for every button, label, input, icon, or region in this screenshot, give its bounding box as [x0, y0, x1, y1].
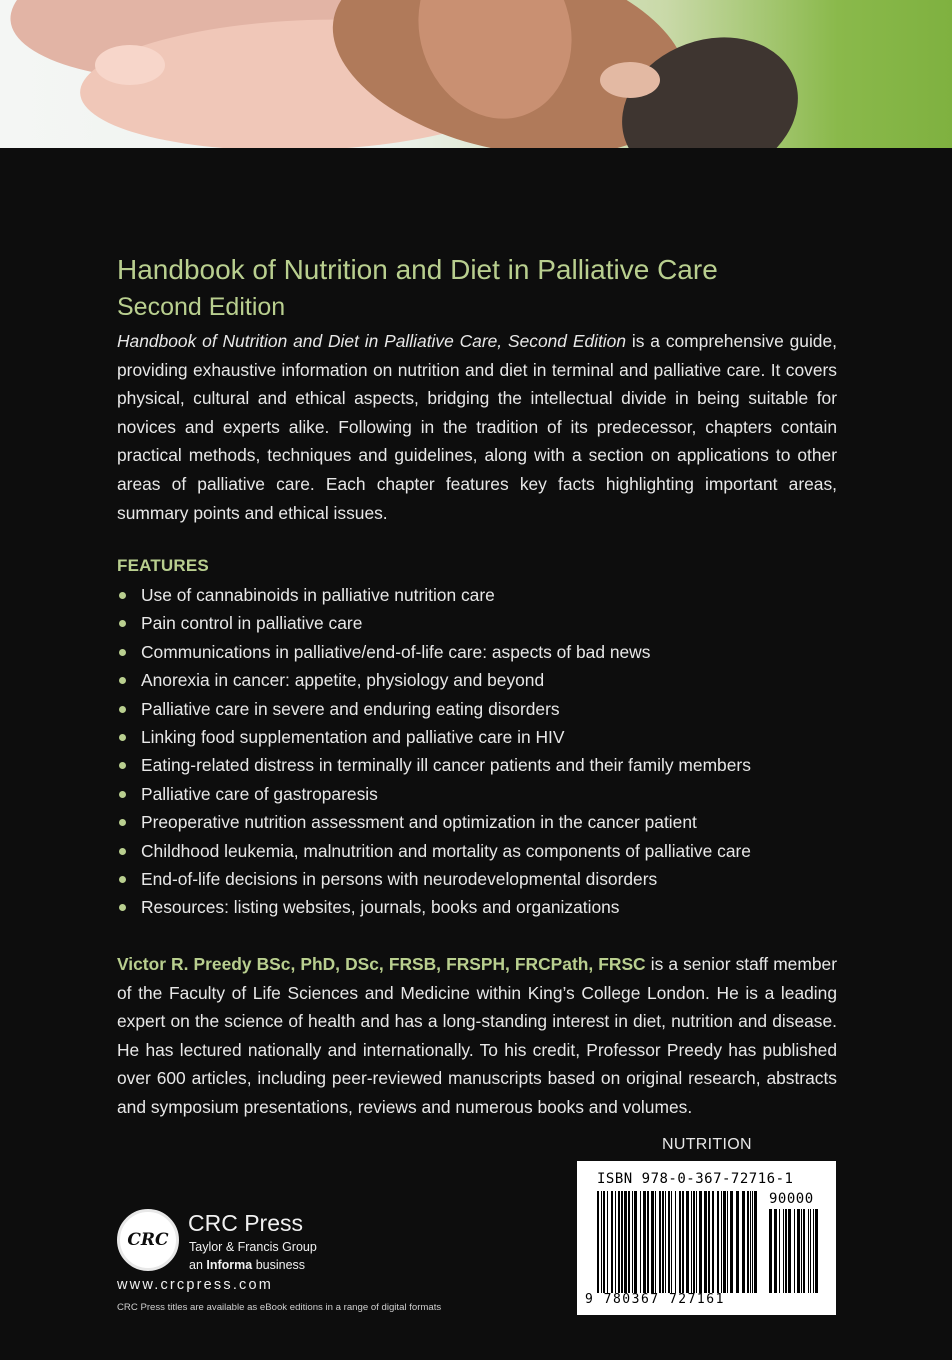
barcode-bar — [634, 1191, 637, 1293]
barcode-bar — [682, 1191, 684, 1293]
barcode-bar — [727, 1191, 728, 1293]
business-suffix: business — [252, 1258, 306, 1272]
barcode-bar — [779, 1209, 780, 1293]
publisher-business — [189, 1258, 305, 1272]
barcode-bar — [723, 1191, 726, 1293]
feature-item — [117, 780, 837, 808]
feature-item — [117, 837, 837, 865]
subject-category: NUTRITION — [662, 1136, 752, 1153]
barcode-bar — [788, 1209, 791, 1293]
crc-logo-text: CRC — [127, 1230, 169, 1250]
barcode-bars — [597, 1191, 757, 1293]
barcode-bar — [668, 1191, 670, 1293]
barcode-bar — [601, 1191, 602, 1293]
book-description — [117, 327, 837, 527]
feature-text: Linking food supplementation and palliative care in HIV — [141, 727, 565, 748]
barcode-bar — [686, 1191, 689, 1293]
barcode-bar — [736, 1191, 739, 1293]
business-prefix: an — [189, 1258, 207, 1272]
fingernail-shape — [95, 45, 165, 85]
price-code: 90000 — [769, 1191, 814, 1207]
feature-text: End-of-life decisions in persons with neurodevelopmental disorders — [141, 869, 658, 890]
feature-text: Anorexia in cancer: appetite, physiology and beyond — [141, 670, 545, 691]
barcode-bar — [643, 1191, 646, 1293]
feature-text: Palliative care of gastroparesis — [141, 783, 378, 804]
barcode-bar — [628, 1191, 630, 1293]
barcode-bar — [750, 1191, 751, 1293]
feature-text: Use of cannabinoids in palliative nutrition care — [141, 585, 495, 605]
barcode-bar — [632, 1191, 633, 1293]
isbn-label: ISBN 978-0-367-72716-1 — [597, 1171, 794, 1187]
barcode-bar — [742, 1191, 745, 1293]
barcode-bar — [651, 1191, 654, 1293]
feature-item — [117, 808, 837, 836]
bullet-icon — [119, 848, 126, 855]
features-list — [117, 581, 837, 922]
barcode-bar — [752, 1191, 753, 1293]
barcode-bar — [607, 1191, 608, 1293]
barcode-bar — [813, 1209, 814, 1293]
bullet-icon — [119, 904, 126, 911]
barcode-bar — [696, 1191, 697, 1293]
bullet-icon — [119, 677, 126, 684]
barcode-bar — [675, 1191, 676, 1293]
publisher-group: Taylor & Francis Group — [189, 1240, 317, 1254]
barcode-bar — [704, 1191, 707, 1293]
crc-logo — [117, 1209, 179, 1271]
feature-text: Pain control in palliative care — [141, 613, 363, 634]
business-brand: Informa — [206, 1258, 253, 1272]
barcode-bar — [815, 1209, 818, 1293]
barcode-bar — [774, 1209, 777, 1293]
bullet-icon — [119, 819, 126, 826]
barcode-bar — [797, 1209, 800, 1293]
feature-item — [117, 666, 837, 694]
feature-text: Eating-related distress in terminally ill cancer patients and their family members — [141, 755, 751, 776]
barcode-bar — [597, 1191, 599, 1293]
barcode-bar — [691, 1191, 692, 1293]
feature-item — [117, 751, 837, 779]
feature-item — [117, 893, 837, 921]
description-book-title: Handbook of Nutrition and Diet in Palliative Care, Second Edition — [117, 331, 627, 351]
barcode-bar — [808, 1209, 809, 1293]
feature-item — [117, 723, 837, 751]
barcode-bar — [801, 1209, 802, 1293]
barcode-bar — [647, 1191, 649, 1293]
barcode-bar — [730, 1191, 733, 1293]
barcode-bar — [671, 1191, 672, 1293]
barcode-bar — [624, 1191, 627, 1293]
barcode-bar — [783, 1209, 784, 1293]
barcode-bar — [640, 1191, 641, 1293]
feature-item — [117, 865, 837, 893]
barcode-bar — [708, 1191, 710, 1293]
bullet-icon — [119, 620, 126, 627]
barcode-bar — [603, 1191, 605, 1293]
bullet-icon — [119, 734, 126, 741]
barcode-bar — [621, 1191, 623, 1293]
barcode-bar — [665, 1191, 666, 1293]
barcode-bar — [699, 1191, 702, 1293]
barcode-bar — [611, 1191, 613, 1293]
ebook-note: CRC Press titles are available as eBook editions in a range of digital formats — [117, 1302, 442, 1313]
barcode-bar — [655, 1191, 656, 1293]
isbn-barcode — [577, 1161, 836, 1315]
barcode-bar — [769, 1209, 772, 1293]
barcode-bar — [618, 1191, 620, 1293]
author-bio-text: is a senior staff member of the Faculty of Life Sciences and Medicine within King’s College London. He is a leading expert on the science of health and has a long-standing interest in diet, nutrition and disease. He has lectured nationally and internationally. To his credit, Professor Preedy has published over 600 articles, including peer-reviewed manuscripts based on original research, abstracts and symposium presentations, reviews and numerous books and volumes. — [117, 954, 837, 1117]
publisher-url: www.crcpress.com — [117, 1277, 274, 1293]
bullet-icon — [119, 649, 126, 656]
bullet-icon — [119, 876, 126, 883]
barcode-bar — [754, 1191, 757, 1293]
author-bio — [117, 950, 837, 1122]
barcode-bar — [679, 1191, 681, 1293]
barcode-bar — [721, 1191, 722, 1293]
barcode-bar — [747, 1191, 749, 1293]
author-name: Victor R. Preedy BSc, PhD, DSc, FRSB, FRSPH, FRCPath, FRSC — [117, 954, 646, 974]
feature-item — [117, 609, 837, 637]
bullet-icon — [119, 592, 126, 599]
cover-photo-hands — [0, 0, 952, 148]
barcode-bar — [810, 1209, 811, 1293]
bullet-icon — [119, 791, 126, 798]
publisher-name: CRC Press — [188, 1210, 304, 1236]
book-edition: Second Edition — [117, 293, 286, 321]
feature-text: Palliative care in severe and enduring eating disorders — [141, 698, 560, 719]
barcode-bar — [803, 1209, 805, 1293]
barcode-bar — [662, 1191, 664, 1293]
barcode-bar — [615, 1191, 616, 1293]
barcode-bar — [712, 1191, 714, 1293]
barcode-bar — [659, 1191, 661, 1293]
barcode-bar — [717, 1191, 719, 1293]
feature-text: Preoperative nutrition assessment and optimization in the cancer patient — [141, 812, 697, 833]
bullet-icon — [119, 706, 126, 713]
feature-item — [117, 638, 837, 666]
barcode-addon-bars — [769, 1209, 819, 1293]
feature-item — [117, 695, 837, 723]
feature-text: Childhood leukemia, malnutrition and mortality as components of palliative care — [141, 840, 751, 861]
book-title: Handbook of Nutrition and Diet in Palliative Care — [117, 254, 718, 285]
barcode-bar — [785, 1209, 787, 1293]
description-text: is a comprehensive guide, providing exhaustive information on nutrition and diet in terminal and palliative care. It covers physical, cultural and ethical aspects, bridging the intellectual divide in being suitable for novices and experts alike. Following in the tradition of its predecessor, chapters contain practical methods, techniques and guidelines, along with a section on applications to other areas of palliative care. Each chapter features key facts highlighting important areas, summary points and ethical issues. — [117, 331, 837, 523]
fingernail-shape — [600, 62, 660, 98]
feature-text: Resources: listing websites, journals, books and organizations — [141, 897, 620, 918]
features-heading: FEATURES — [117, 556, 209, 575]
barcode-digits: 9 780367 727161 — [585, 1292, 725, 1307]
bullet-icon — [119, 762, 126, 769]
barcode-bar — [693, 1191, 695, 1293]
feature-text: Communications in palliative/end-of-life care: aspects of bad news — [141, 641, 651, 662]
feature-item — [117, 581, 837, 609]
barcode-bar — [794, 1209, 795, 1293]
